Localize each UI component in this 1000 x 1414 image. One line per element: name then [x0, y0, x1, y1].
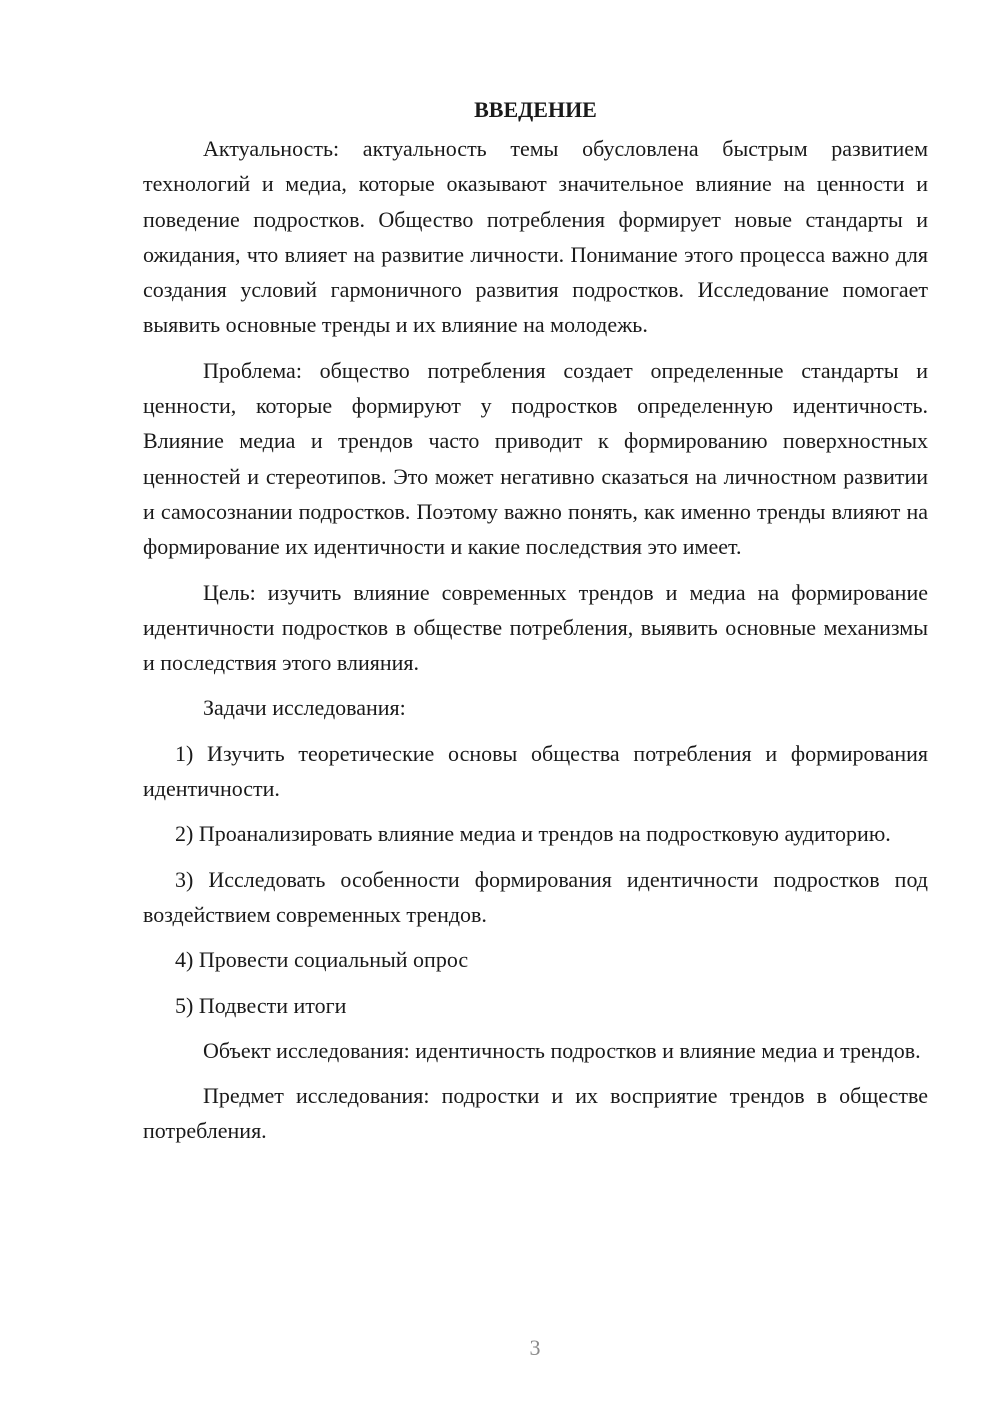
document-page — [143, 92, 928, 1159]
task-item-5: 5) Подвести итоги — [175, 992, 347, 1018]
subject-paragraph: Предмет исследования: подростки и их восприятие трендов в обществе потребления. — [143, 1083, 928, 1144]
problem-paragraph: Проблема: общество потребления создает определенные стандарты и ценности, которые формируют у подростков определенную идентичность. Влияние медиа и трендов часто приводит к формированию поверхностных ценностей и стереотипов. Это может негативно сказаться на личностном развитии и самосознании подростков. Поэтому важно понять, как именно тренды влияют на формирование их идентичности и какие последствия это имеет. — [143, 357, 928, 560]
tasks-heading: Задачи исследования: — [203, 695, 406, 721]
task-item-2: 2) Проанализировать влияние медиа и трендов на подростковую аудиторию. — [175, 821, 891, 847]
page-number: 3 — [529, 1335, 541, 1360]
page-title: ВВЕДЕНИЕ — [474, 97, 597, 122]
goal-paragraph: Цель: изучить влияние современных трендов и медиа на формирование идентичности подростков в обществе потребления, выявить основные механизмы и последствия этого влияния. — [143, 579, 928, 676]
task-item-4: 4) Провести социальный опрос — [175, 947, 469, 973]
task-item-3: 3) Исследовать особенности формирования идентичности подростков под воздействием современных трендов. — [143, 866, 928, 927]
task-item-1: 1) Изучить теоретические основы общества потребления и формирования идентичности. — [143, 740, 928, 802]
object-paragraph: Объект исследования: идентичность подростков и влияние медиа и трендов. — [203, 1037, 921, 1063]
relevance-paragraph: Актуальность: актуальность темы обусловлена быстрым развитием технологий и медиа, которые оказывают значительное влияние на ценности и поведение подростков. Общество потребления формирует новые стандарты и ожидания, что влияет на развитие личности. Понимание этого процесса важно для создания условий гармоничного развития подростков. Исследование помогает выявить основные тренды и их влияние на молодежь. — [143, 136, 928, 338]
